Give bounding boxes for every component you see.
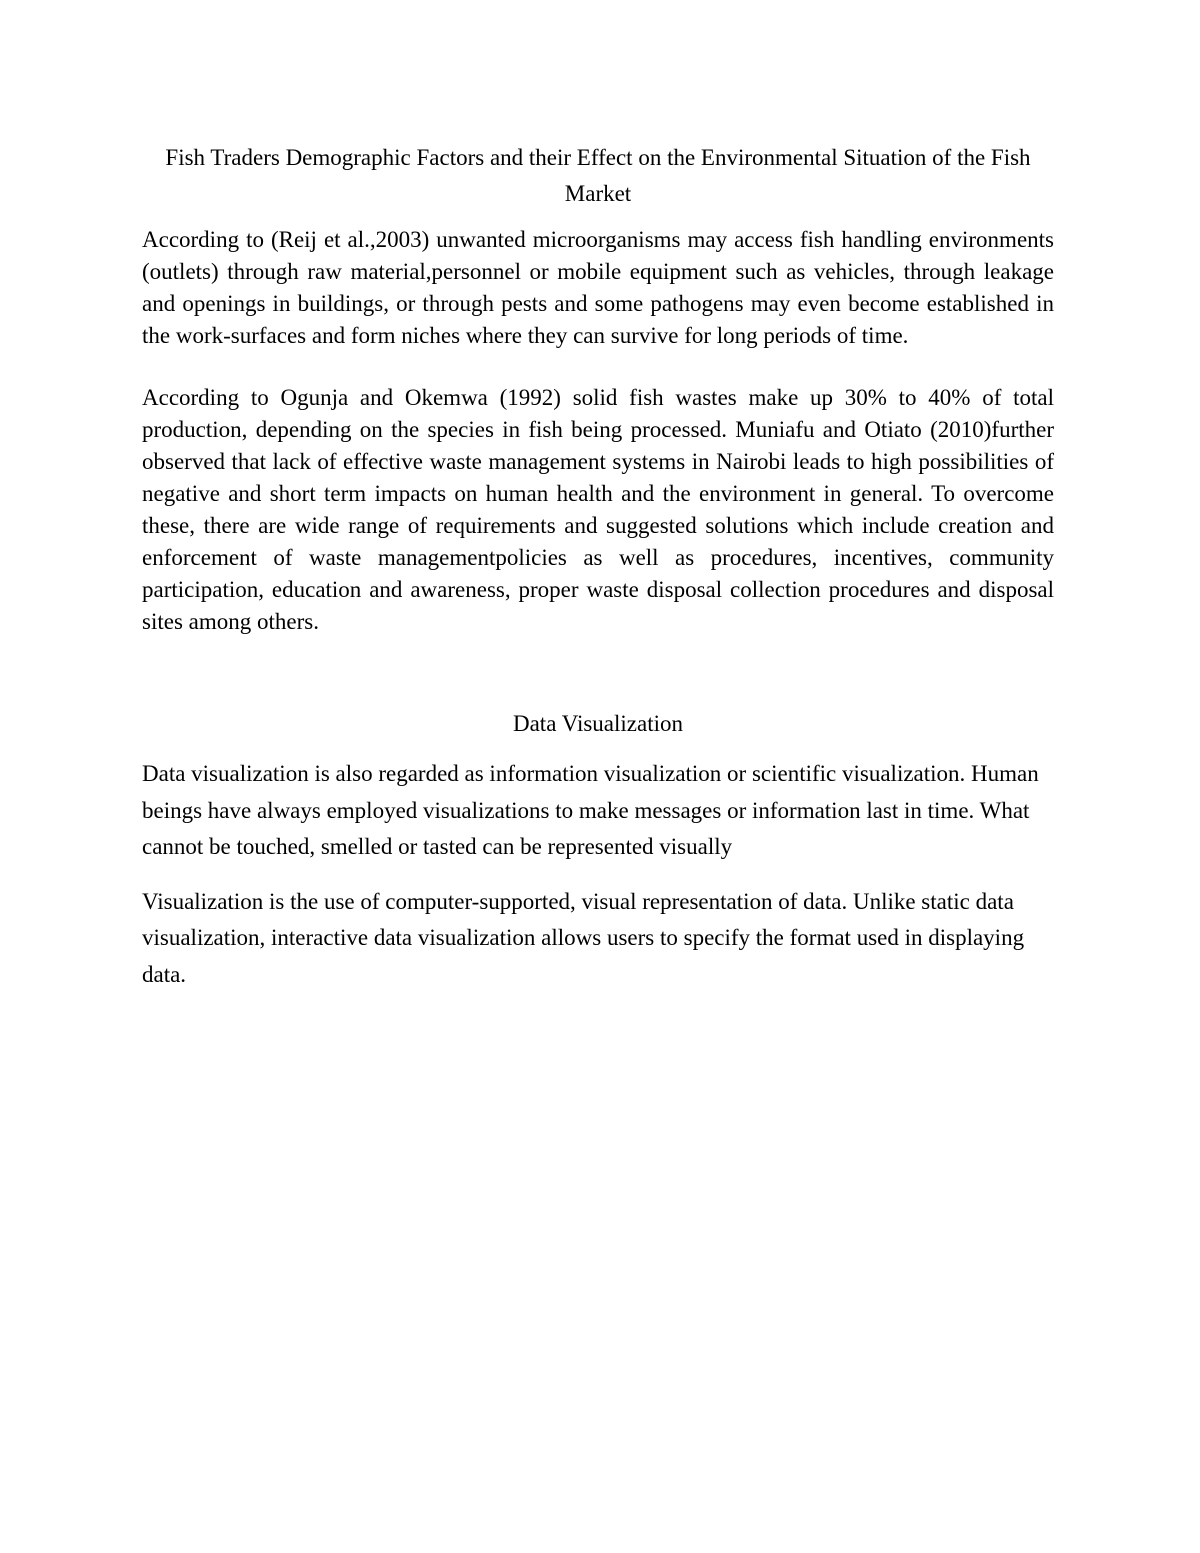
section-paragraph: Visualization is the use of computer-supported, visual representation of data. Unlike static data visualization, interactive data visualization allows users to specify the format used in displaying data.	[142, 888, 1025, 987]
body-paragraph: According to (Reij et al.,2003) unwanted microorganisms may access fish handling environments (outlets) through raw material,personnel or mobile equipment such as vehicles, through leakage and openings in buildings, or through pests and some pathogens may even become established in the work-surfaces and form niches where they can survive for long periods of time.	[142, 227, 1054, 348]
document-body	[142, 140, 1054, 993]
body-paragraph: According to Ogunja and Okemwa (1992) solid fish wastes make up 30% to 40% of total production, depending on the species in fish being processed. Muniafu and Otiato (2010)further observed that lack of effective waste management systems in Nairobi leads to high possibilities of negative and short term impacts on human health and the environment in general. To overcome these, there are wide range of requirements and suggested solutions which include creation and enforcement of waste managementpolicies as well as procedures, incentives, community participation, education and awareness, proper waste disposal collection procedures and disposal sites among others.	[142, 385, 1054, 634]
section-paragraph: Data visualization is also regarded as information visualization or scientific visualization. Human beings have always employed visualizations to make messages or information last in time. What cannot be touched, smelled or tasted can be represented visually	[142, 761, 1039, 859]
section-heading: Data Visualization	[512, 711, 683, 736]
document-title: Fish Traders Demographic Factors and their Effect on the Environmental Situation of the Fish Market	[165, 145, 1031, 206]
